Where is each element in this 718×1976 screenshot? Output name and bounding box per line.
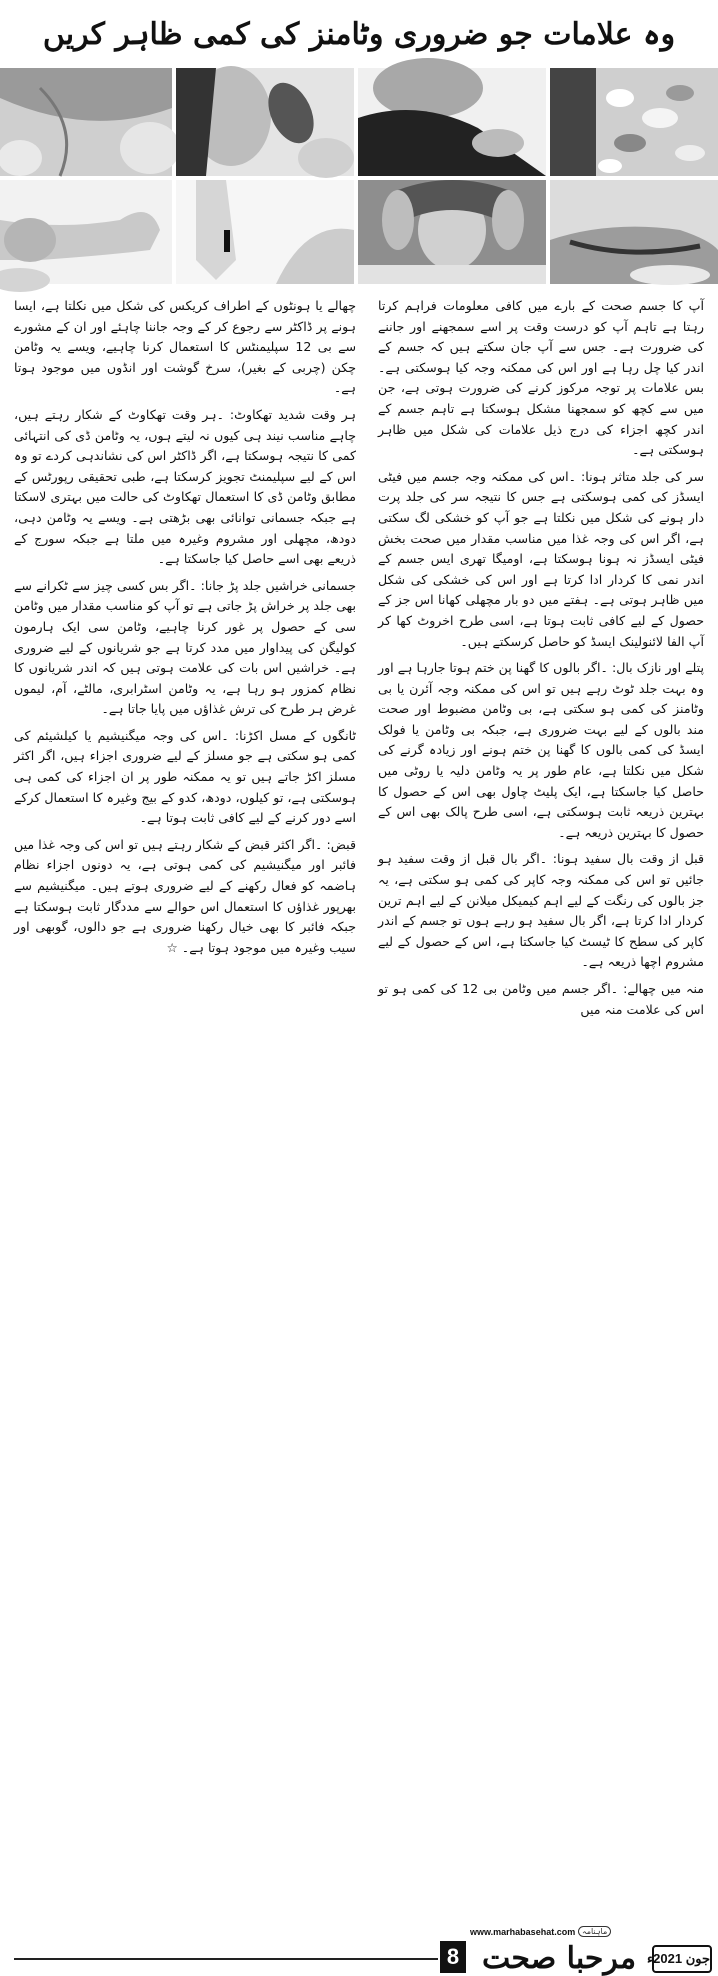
paragraph: ٹانگوں کے مسل اکڑنا: ۔اس کی وجہ میگنیشیم یا کیلشیئم کی کمی ہو سکتی ہے جو مسلز کے لیے ضروری اجزاء ہیں، اگر اکثر مسلز اکڑ جاتے ہیں تو یہ ممکنہ طور پر ان اجزاء کی کمی ہی ہوسکتی ہے، تو کیلوں، دودھ، کدو کے بیج وغیرہ کا استعمال کرکے اسے دور کرنے کے لیے کافی ثابت ہوتا ہے۔ (14, 727, 356, 826)
pills-photo (550, 68, 718, 176)
grey-hair-photo (0, 68, 172, 176)
footer-rule (14, 1958, 438, 1960)
paragraph: سر کی جلد متاثر ہونا: ۔اس کی ممکنہ وجہ جسم میں فیٹی ایسڈز کی کمی ہوسکتی ہے جس کا نتیجہ سر کی جلد پرت دار ہونے کی شکل میں نکلتا ہے جو آپ کو خشکی لگ سکتی ہے، اگر اس کی وجہ غذا میں مناسب مقدار میں صحت بخش فیٹی ایسڈز نہ ہونا ہوسکتا ہے، اومیگا تھری ایس جسم کے اندر نمی کا کردار ادا کرتا ہے اور اس کی خشکی کی شکل میں ظاہر ہوتی ہے۔ ہفتے میں دو بار مچھلی کھانا اس جز کے حصول کے لیے کافی ثابت ہوتا ہے، اسی طرح اخروٹ کھا کر آپ الفا لائنولینک ایسڈ کو حاصل کرسکتے ہیں۔ (378, 468, 704, 649)
article-column-left (14, 296, 356, 956)
monthly-badge: ماہنامہ (578, 1926, 611, 1937)
bleeding-finger-photo (176, 180, 354, 284)
paragraph: منہ میں چھالے: ۔اگر جسم میں وٹامن بی 12 کی کمی ہو تو اس کی علامت منہ میں (378, 981, 704, 1017)
paragraph: ہر وقت شدید تھکاوٹ: ۔ہر وقت تھکاوٹ کے شکار رہتے ہیں، چاہے مناسب نیند ہی کیوں نہ لیتے ہوں، یہ وٹامن ڈی کی انتہائی کمی کا نتیجہ ہوسکتا ہے، اگر ڈاکٹر اس کی نشاندہی کردے تو وہ اس کے لیے سپلیمنٹ تجویز کرسکتا ہے، طبی تحقیقی رپورٹس کے مطابق وٹامن ڈی کا استعمال تھکاوٹ کی حالت میں بہتری لاسکتا ہے جبکہ جسمانی توانائی بھی بڑھتی ہے۔ ویسے یہ وٹامن دہی، دودھ، مچھلی اور مشروم وغیرہ میں ملتا ہے جبکہ سورج کے ذریعے بھی اسے حاصل کیا جاسکتا ہے۔ (14, 406, 356, 567)
paragraph: جسمانی خراشیں جلد پڑ جانا: ۔اگر بس کسی چیز سے ٹکرانے سے بھی جلد پر خراش پڑ جاتی ہے تو آپ کو مناسب مقدار میں وٹامن سی کے حصول پر غور کرنا چاہیے، وٹامن سی ایک ہارمون کولیگن کی پیداوار میں مدد کرتا ہے جو شریانوں کے لیے ضروری ہے۔ خراشیں اس بات کی علامت ہوتی ہیں کہ اندر شریانوں کا نظام کمزور ہو رہا ہے، یہ وٹامن اسٹرابری، مالٹے، آم، لیموں غرض ہر طرح کی ترش غذاؤں میں پایا جاتا ہے۔ (14, 577, 356, 717)
paragraph: قبل از وقت بال سفید ہونا: ۔اگر بال قبل از وقت سفید ہو جائیں تو اس کی ممکنہ وجہ کاپر کی کمی ہو سکتی ہے، یہ جز بالوں کی رنگت کے لیے اہم کیمیکل میلانن کے لیے اہم ترین کردار ادا کرتا ہے، اگر بال سفید ہو رہے ہوں تو جسم کے اندر کاپر کی سطح کا ٹیسٹ کیا جاسکتا ہے، اس کے حصول کے لیے مشروم اچھا ذریعہ ہے۔ (378, 851, 704, 970)
website-url: www.marhabasehat.com (470, 1927, 576, 1937)
stressed-man-photo (358, 180, 546, 284)
article-title: وہ علامات جو ضروری وٹامنز کی کمی ظاہر کریں (42, 17, 676, 52)
paragraph: چھالے یا ہونٹوں کے اطراف کریکس کی شکل میں نکلتا ہے، ایسا ہونے پر ڈاکٹر سے رجوع کر کے وجہ جاننا چاہئے اور ان کے مشورے سے بی 12 سپلیمنٹس کا استعمال کرنا چاہیے، ویسے یہ وٹامن چکن (چربی کے بغیر)، سرخ گوشت اور انڈوں میں موجود ہوتا ہے۔ (14, 298, 356, 396)
woman-hairbrush-photo (176, 68, 354, 176)
issue-date: جون 2021ء (652, 1945, 712, 1973)
magazine-logo (470, 1938, 648, 1976)
lip-corner-photo (550, 180, 718, 284)
magazine-name: مرحبا صحت (481, 1941, 637, 1976)
article-column-right (378, 296, 704, 1017)
man-scratching-shoulder-photo (358, 68, 546, 176)
paragraph: قبض: ۔اگر اکثر قبض کے شکار رہتے ہیں تو اس کی وجہ غذا میں فائبر اور میگنیشیم کی کمی ہوتی ہے، یہ دونوں اجزاء نظام ہاضمہ کو فعال رکھنے کے لیے ضروری ہوتے ہیں۔ میگنیشیم سے بھرپور غذاؤں کا استعمال اس حوالے سے مددگار ثابت ہوسکتا ہے جبکہ فائبر کا بھی خیال رکھنا ضروری ہے جو دالوں، گوبھی اور سیب وغیرہ میں موجود ہوتا ہے۔ ☆ (14, 836, 356, 955)
paragraph: آپ کا جسم صحت کے بارے میں کافی معلومات فراہم کرتا رہتا ہے تاہم آپ کو درست وقت پر اسے سمجھنے اور جاننے کی ضرورت ہے۔ جس سے آپ جان سکتے ہیں کہ جسم کے اندر کیا چل رہا ہے اور اس کی ممکنہ وجہ کیا ہوسکتی ہے۔ بس علامات پر توجہ مرکوز کرنے کی ضرورت ہوتی ہے، جن میں سے کچھ کو سمجھنا مشکل ہوسکتا ہے تاہم جسم کے اندر کچھ اجزاء کی درج ذیل علامات کی شکل میں ظاہر ہوسکتی ہے۔ (378, 298, 704, 458)
leg-cramp-photo (0, 180, 172, 284)
photo-collage (0, 68, 718, 284)
page-number: 8 (440, 1941, 466, 1973)
page-footer (0, 962, 718, 1976)
paragraph: پتلے اور نازک بال: ۔اگر بالوں کا گھنا پن ختم ہوتا جارہا ہے اور وہ بہت جلد ٹوٹ رہے ہیں تو اس کی ممکنہ وجہ آئرن یا بی وٹامنز کی کمی ہو سکتی ہے، بی وٹامن مضبوط اور صحت مند بالوں کے لیے بہت ضروری ہے، جبکہ بی وٹامن یا فولک ایسڈ کی کمی بالوں کا گھنا پن ختم ہونے اور زیادہ گرنے کی شکل میں نکلتا ہے، عام طور پر یہ وٹامن دلیہ یا روٹی میں حاصل کیا جاسکتا ہے، ایک پلیٹ چاول بھی اس کے حصول کا بہترین ذریعہ ثابت ہوسکتی ہے، اسی طرح پالک بھی اس کے حصول کا بہترین ذریعہ ہے۔ (378, 660, 704, 840)
